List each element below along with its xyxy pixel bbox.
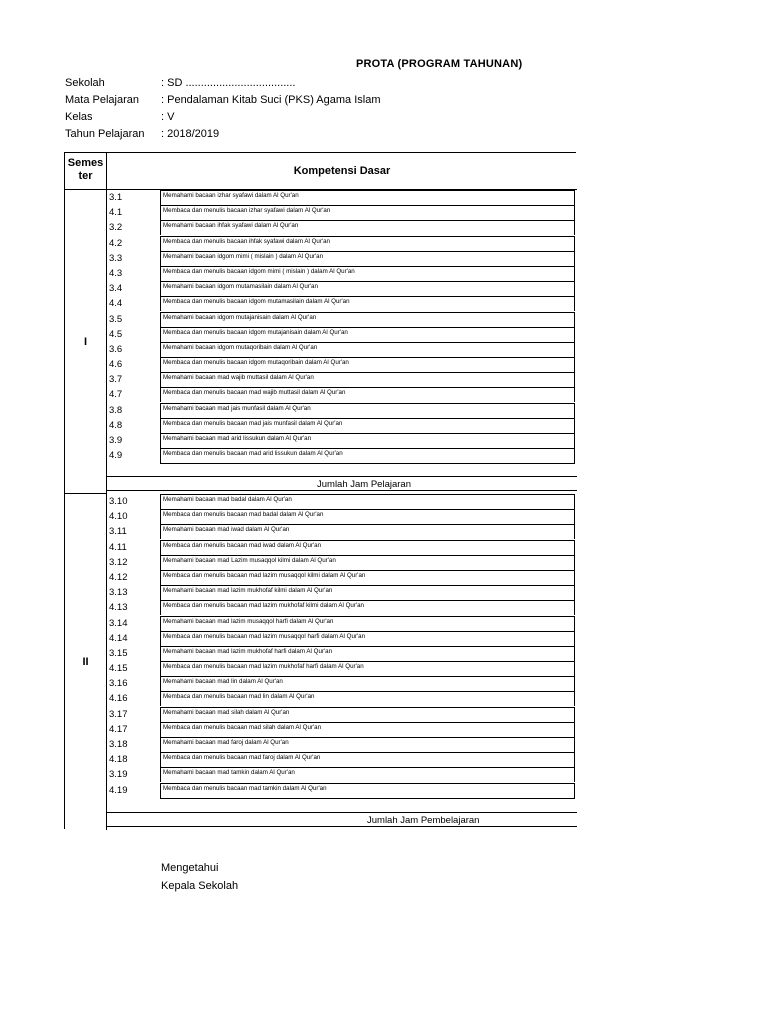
kd-description: Membaca dan menulis bacaan mad badal dalam Al Qur'an (160, 509, 575, 524)
header-semester: Semes ter (65, 153, 107, 190)
kd-code: 4.13 (109, 602, 128, 614)
kd-code: 3.1 (109, 192, 123, 203)
kd-code: 3.18 (109, 739, 128, 750)
table-row (107, 403, 577, 418)
kd-description: Membaca dan menulis bacaan mad lin dalam Al Qur'an (160, 691, 575, 706)
kd-description: Memahami bacaan mad silah dalam Al Qur'an (160, 707, 575, 722)
table-row (107, 357, 577, 372)
page-title: PROTA (PROGRAM TAHUNAN) (356, 58, 523, 70)
table-row (107, 220, 577, 235)
kd-code: 3.12 (109, 556, 128, 568)
kd-code: 3.11 (109, 526, 127, 538)
table-row (107, 691, 577, 706)
kd-code: 3.10 (109, 496, 128, 507)
kd-code: 4.3 (109, 267, 123, 279)
info-label: Sekolah (65, 77, 105, 89)
kd-description: Memahami bacaan mad lazim musaqqol harfi dalam Al Qur'an (160, 616, 575, 631)
kd-description: Membaca dan menulis bacaan mad silah dalam Al Qur'an (160, 722, 575, 737)
kd-code: 4.16 (109, 693, 128, 705)
table-row (107, 509, 577, 524)
kd-code: 4.1 (109, 207, 123, 219)
info-label: Kelas (65, 111, 93, 123)
kd-code: 3.8 (109, 404, 123, 416)
table-row (107, 646, 577, 661)
kd-code: 4.19 (109, 784, 128, 796)
table-row (107, 342, 577, 357)
kd-description: Membaca dan menulis bacaan ihfak syafawi dalam Al Qur'an (160, 236, 575, 251)
kd-description: Membaca dan menulis bacaan mad lazim mukhofaf harfi dalam Al Qur'an (160, 661, 575, 676)
competency-table (64, 152, 576, 829)
table-row (107, 676, 577, 691)
table-row (107, 418, 577, 433)
kd-description: Membaca dan menulis bacaan idgom mutajanisain dalam Al Qur'an (160, 327, 575, 342)
kd-code: 4.7 (109, 389, 123, 401)
kd-description: Memahami bacaan mad lin dalam Al Qur'an (160, 676, 575, 691)
kd-code: 3.7 (109, 374, 123, 386)
info-value: : SD .................................... (161, 77, 296, 89)
table-row (107, 281, 577, 296)
kd-description: Membaca dan menulis bacaan mad lazim musaqqol kilmi dalam Al Qur'an (160, 570, 575, 585)
kd-code: 3.14 (109, 617, 128, 629)
kd-description: Memahami bacaan mad iwad dalam Al Qur'an (160, 524, 575, 539)
kd-code: 3.6 (109, 343, 123, 355)
info-row-kelas (65, 111, 381, 128)
total-hours-label: Jumlah Jam Pelajaran (317, 479, 411, 490)
total-hours-row-2 (107, 812, 577, 827)
table-row (107, 631, 577, 646)
kd-description: Memahami bacaan mad wajib muttasil dalam Al Qur'an (160, 372, 575, 387)
table-row (107, 251, 577, 266)
table-row (107, 372, 577, 387)
table-row (107, 767, 577, 782)
header-kompetensi-dasar: Kompetensi Dasar (107, 153, 577, 190)
kd-code: 3.19 (109, 769, 128, 781)
kd-code: 4.5 (109, 328, 123, 340)
table-row (107, 494, 577, 509)
kd-description: Memahami bacaan ihfak syafawi dalam Al Qur'an (160, 220, 575, 235)
kd-description: Memahami bacaan izhar syafawi dalam Al Qur'an (160, 190, 575, 205)
kd-description: Membaca dan menulis bacaan idgom mutaqoribain dalam Al Qur'an (160, 357, 575, 372)
signature-line-1: Mengetahui (161, 862, 219, 874)
table-row (107, 312, 577, 327)
kd-code: 4.12 (109, 571, 128, 583)
table-row (107, 752, 577, 767)
kd-code: 4.6 (109, 359, 123, 371)
signature-line-2: Kepala Sekolah (161, 880, 239, 892)
kd-code: 4.2 (109, 237, 123, 249)
kd-description: Membaca dan menulis bacaan mad lazim musaqqol harfi dalam Al Qur'an (160, 631, 575, 646)
table-row (107, 661, 577, 676)
table-row (107, 540, 577, 555)
table-row (107, 555, 577, 570)
table-row (107, 205, 577, 220)
kd-code: 3.4 (109, 283, 123, 295)
table-row (107, 296, 577, 311)
table-row (107, 616, 577, 631)
table-row (107, 570, 577, 585)
table-row (107, 585, 577, 600)
kd-description: Membaca dan menulis bacaan mad wajib muttasil dalam Al Qur'an (160, 387, 575, 402)
info-row-mata-pelajaran (65, 94, 381, 111)
kd-code: 4.18 (109, 754, 128, 766)
semester-2-rows (107, 494, 577, 798)
kd-description: Memahami bacaan mad arid lissukun dalam Al Qur'an (160, 433, 575, 448)
table-row (107, 707, 577, 722)
kd-code: 4.15 (109, 663, 128, 675)
kd-code: 4.11 (109, 541, 127, 553)
document-info (65, 77, 381, 145)
total-hours-row-1 (107, 476, 577, 491)
kd-description: Membaca dan menulis bacaan izhar syafawi dalam Al Qur'an (160, 205, 575, 220)
kd-code: 3.9 (109, 435, 123, 446)
table-row (107, 524, 577, 539)
kd-code: 3.3 (109, 252, 123, 264)
kd-code: 3.15 (109, 647, 128, 659)
info-value: : Pendalaman Kitab Suci (PKS) Agama Islam (161, 94, 381, 106)
table-row (107, 387, 577, 402)
table-row (107, 266, 577, 281)
kd-description: Memahami bacaan mad Lazim musaqqol kilmi dalam Al Qur'an (160, 555, 575, 570)
table-row (107, 783, 577, 798)
semester-label-1: I (65, 190, 107, 494)
kd-description: Membaca dan menulis bacaan mad arid lissukun dalam Al Qur'an (160, 448, 575, 464)
kd-description: Membaca dan menulis bacaan idgom mimi ( mislain ) dalam Al Qur'an (160, 266, 575, 281)
total-hours-label: Jumlah Jam Pembelajaran (367, 815, 480, 826)
kd-description: Memahami bacaan idgom mutamasilain dalam Al Qur'an (160, 281, 575, 296)
table-row (107, 190, 577, 205)
signature-block (161, 859, 238, 895)
semester-label-2: II (65, 494, 107, 830)
kd-code: 4.4 (109, 298, 123, 310)
kd-description: Membaca dan menulis bacaan mad tamkin dalam Al Qur'an (160, 783, 575, 799)
kd-description: Membaca dan menulis bacaan mad faroj dalam Al Qur'an (160, 752, 575, 767)
kd-code: 4.8 (109, 419, 123, 431)
kd-description: Memahami bacaan mad faroj dalam Al Qur'an (160, 737, 575, 752)
table-row (107, 448, 577, 463)
kd-code: 4.10 (109, 511, 128, 523)
info-label: Tahun Pelajaran (65, 128, 145, 140)
info-row-sekolah (65, 77, 381, 94)
table-row (107, 236, 577, 251)
kd-code: 3.17 (109, 708, 128, 720)
kd-code: 3.5 (109, 313, 123, 325)
kd-code: 4.14 (109, 632, 128, 644)
table-row (107, 737, 577, 752)
kd-code: 3.13 (109, 587, 128, 599)
kd-description: Memahami bacaan mad badal dalam Al Qur'an (160, 494, 575, 509)
kd-description: Membaca dan menulis bacaan idgom mutamasilain dalam Al Qur'an (160, 296, 575, 311)
semester-1-rows (107, 190, 577, 463)
kd-code: 3.16 (109, 678, 128, 690)
kd-description: Memahami bacaan mad lazim mukhofaf harfi dalam Al Qur'an (160, 646, 575, 661)
info-row-tahun-pelajaran (65, 128, 381, 145)
table-row (107, 722, 577, 737)
info-label: Mata Pelajaran (65, 94, 139, 106)
table-row (107, 600, 577, 615)
table-row (107, 327, 577, 342)
kd-description: Membaca dan menulis bacaan mad jais munfasil dalam Al Qur'an (160, 418, 575, 433)
kd-description: Memahami bacaan mad jais munfasil dalam Al Qur'an (160, 403, 575, 418)
kd-code: 4.17 (109, 723, 128, 735)
kd-description: Membaca dan menulis bacaan mad iwad dalam Al Qur'an (160, 540, 575, 555)
kd-description: Membaca dan menulis bacaan mad lazim mukhofaf kilmi dalam Al Qur'an (160, 600, 575, 615)
kd-code: 3.2 (109, 222, 123, 234)
kd-description: Memahami bacaan mad lazim mukhofaf kilmi dalam Al Qur'an (160, 585, 575, 600)
info-value: : V (161, 111, 175, 123)
kd-description: Memahami bacaan idgom mutaqoribain dalam Al Qur'an (160, 342, 575, 357)
kd-code: 4.9 (109, 450, 123, 462)
info-value: : 2018/2019 (161, 128, 220, 140)
kd-description: Memahami bacaan mad tamkin dalam Al Qur'an (160, 767, 575, 782)
kd-description: Memahami bacaan idgom mimi ( mislain ) dalam Al Qur'an (160, 251, 575, 266)
kd-description: Memahami bacaan idgom mutajanisain dalam Al Qur'an (160, 312, 575, 327)
table-row (107, 433, 577, 448)
